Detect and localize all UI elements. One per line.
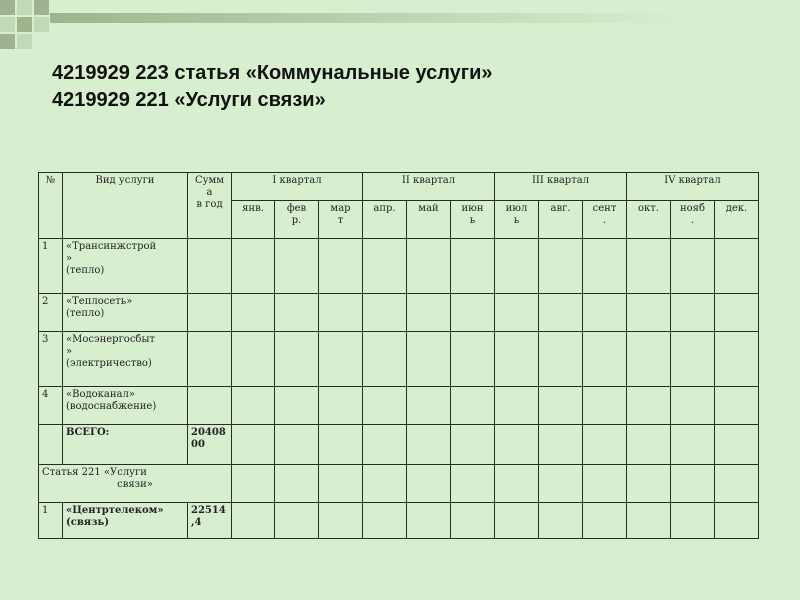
month-dec: дек. [715, 201, 759, 239]
month-may: май [407, 201, 451, 239]
services-table [38, 172, 759, 539]
row-num: 1 [39, 503, 63, 539]
header-sum-line2: а [206, 187, 213, 198]
total-row [39, 425, 759, 465]
month-aug: авг. [539, 201, 583, 239]
row-service: «Мосэнергосбыт » (электричество) [63, 332, 188, 387]
header-sum [188, 173, 232, 239]
total-label: ВСЕГО: [63, 425, 188, 465]
row-service: «Трансинжстрой » (тепло) [63, 239, 188, 294]
month-sep: сент . [583, 201, 627, 239]
decorative-bar [50, 13, 800, 23]
table-row [39, 332, 759, 387]
month-mar: мар т [319, 201, 363, 239]
title-line-1: 4219929 223 статья «Коммунальные услуги» [52, 62, 493, 84]
row-num: 2 [39, 294, 63, 332]
title-line-2: 4219929 221 «Услуги связи» [52, 89, 326, 111]
row-sum: 22514 ,4 [188, 503, 232, 539]
month-oct: окт. [627, 201, 671, 239]
month-feb: фев р. [275, 201, 319, 239]
header-q4: IV квартал [627, 173, 759, 201]
header-row [39, 173, 759, 201]
section-row [39, 465, 759, 503]
month-jul: июл ь [495, 201, 539, 239]
month-jan: янв. [232, 201, 275, 239]
month-apr: апр. [363, 201, 407, 239]
month-jun: июн ь [451, 201, 495, 239]
month-nov: нояб . [671, 201, 715, 239]
table-row [39, 294, 759, 332]
header-sum-line1: Сумм [194, 175, 225, 186]
table-row [39, 503, 759, 539]
row-num: 3 [39, 332, 63, 387]
section-label: Статья 221 «Услуги связи» [39, 465, 232, 503]
table-row [39, 387, 759, 425]
row-service: «Водоканал» (водоснабжение) [63, 387, 188, 425]
slide-title [52, 60, 493, 114]
row-service: «Теплосеть» (тепло) [63, 294, 188, 332]
header-num: № [39, 173, 63, 239]
row-num: 4 [39, 387, 63, 425]
header-q2: II квартал [363, 173, 495, 201]
header-q1: I квартал [232, 173, 363, 201]
row-num: 1 [39, 239, 63, 294]
header-service: Вид услуги [63, 173, 188, 239]
table-row [39, 239, 759, 294]
header-q3: III квартал [495, 173, 627, 201]
header-sum-line3: в год [196, 199, 223, 210]
total-sum: 20408 00 [188, 425, 232, 465]
row-service: «Центртелеком» (связь) [63, 503, 188, 539]
